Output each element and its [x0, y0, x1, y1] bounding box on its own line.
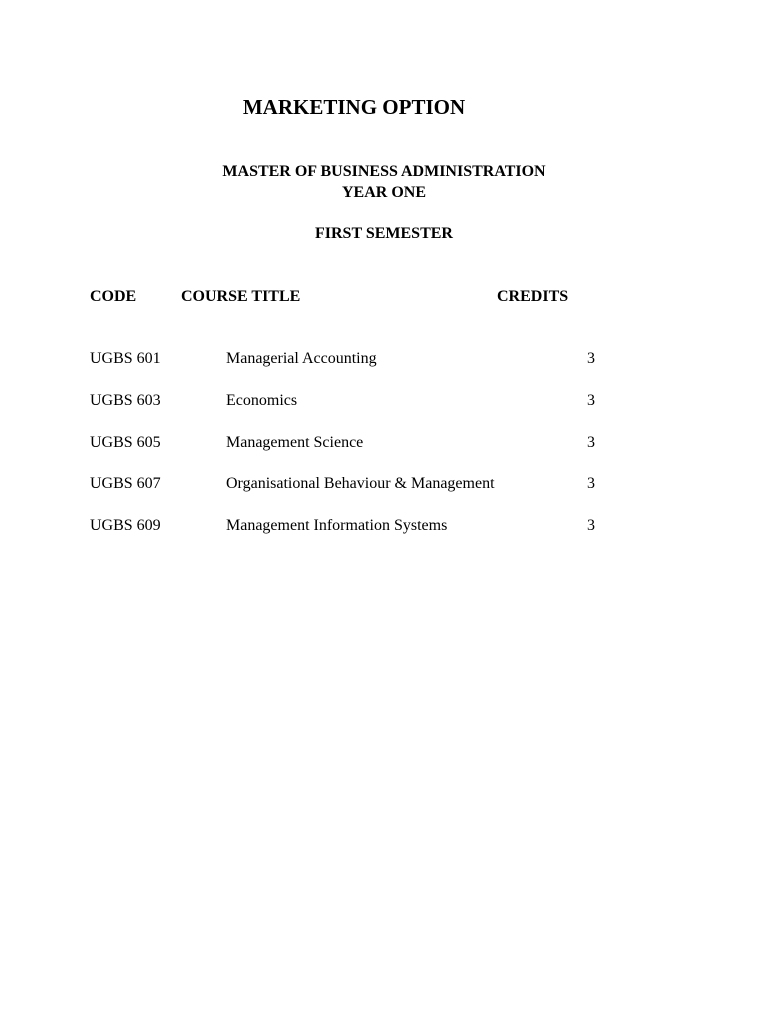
course-title: Managerial Accounting — [226, 350, 377, 367]
table-row — [0, 349, 768, 369]
table-row — [0, 474, 768, 494]
course-title: Economics — [226, 392, 298, 409]
header-credits: CREDITS — [497, 288, 569, 305]
course-credits: 3 — [587, 392, 595, 409]
course-title: Management Information Systems — [226, 517, 448, 534]
page-title: MARKETING OPTION — [242, 95, 466, 119]
course-credits: 3 — [587, 434, 595, 451]
course-title: Management Science — [226, 434, 364, 451]
course-code: UGBS 605 — [90, 434, 161, 451]
program-name: MASTER OF BUSINESS ADMINISTRATION — [222, 163, 546, 180]
table-row — [0, 391, 768, 411]
table-row — [0, 433, 768, 453]
header-code: CODE — [90, 288, 137, 305]
year-label: YEAR ONE — [341, 184, 426, 201]
header-course-title: COURSE TITLE — [181, 288, 301, 305]
course-code: UGBS 603 — [90, 392, 161, 409]
course-code: UGBS 609 — [90, 517, 161, 534]
course-code: UGBS 601 — [90, 350, 161, 367]
semester-label: FIRST SEMESTER — [315, 225, 453, 242]
course-credits: 3 — [587, 350, 595, 367]
course-code: UGBS 607 — [90, 475, 161, 492]
table-row — [0, 516, 768, 536]
course-credits: 3 — [587, 517, 595, 534]
course-title: Organisational Behaviour & Management — [226, 475, 495, 492]
course-credits: 3 — [587, 475, 595, 492]
